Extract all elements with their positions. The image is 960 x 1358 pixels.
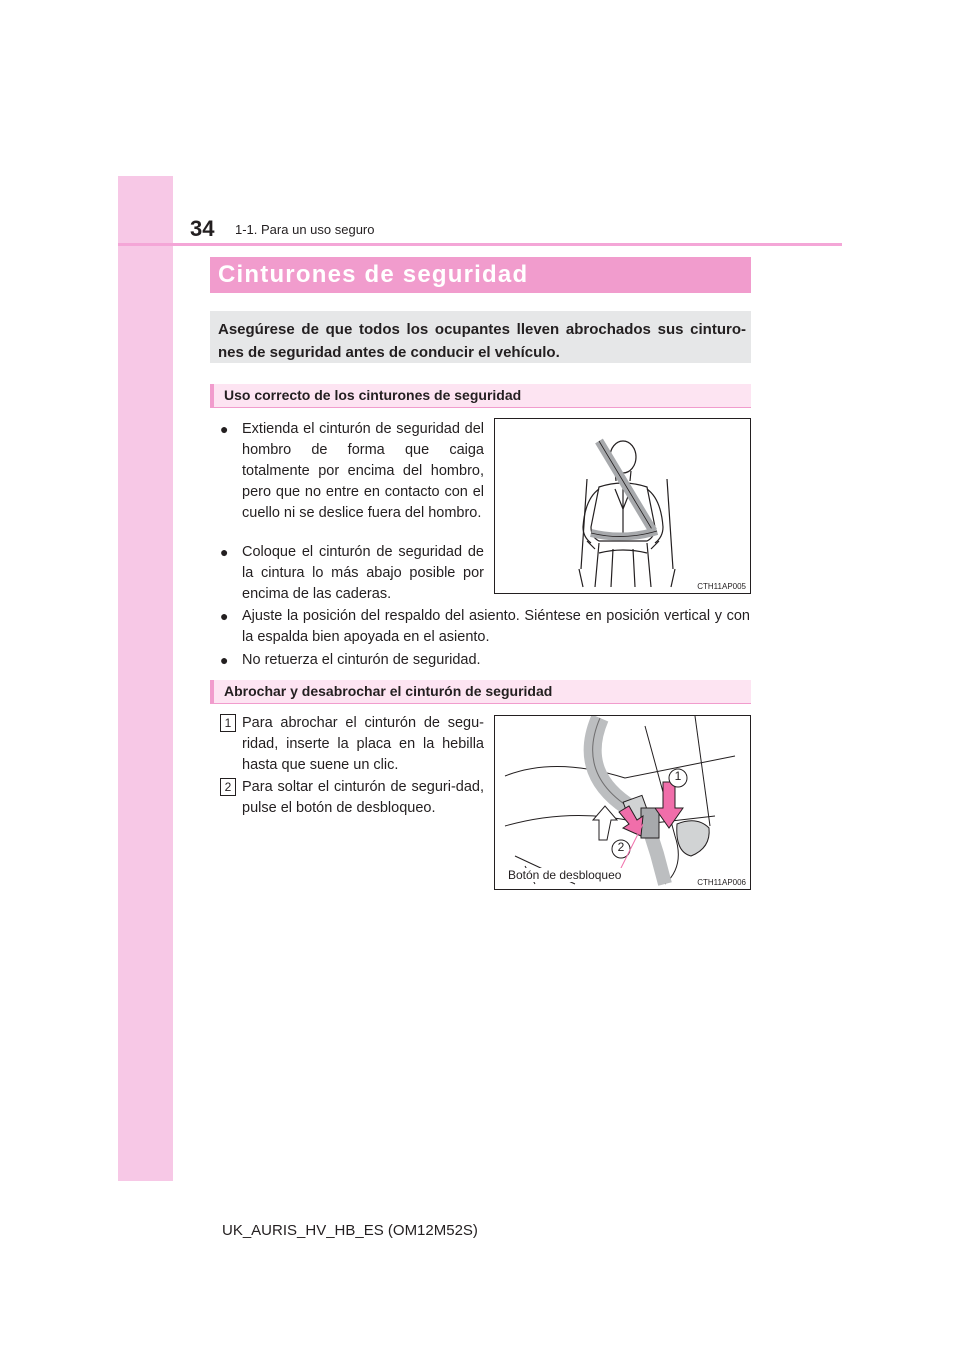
buckle-figure (494, 715, 751, 890)
figure-code: CTH11AP005 (697, 582, 746, 591)
header-rule (118, 243, 842, 246)
section-title-bar (210, 257, 751, 293)
bullet-text: Ajuste la posición del respaldo del asiento. Siéntese en posición vertical y con la espalda bien apoyada en el asiento. (242, 608, 750, 645)
subheading-correct-use (210, 384, 751, 408)
subheading-text: Abrochar y desabrochar el cinturón de seguridad (224, 683, 553, 699)
bullet-text: Extienda el cinturón de seguridad del hombro de forma que caiga totalmente por encima del hombro, pero que no entre en contacto con el cuello ni se deslice fuera del hombro. (242, 421, 484, 521)
step-text: Para soltar el cinturón de seguri-dad, pulse el botón de desbloqueo. (242, 779, 484, 816)
section-title: Cinturones de seguridad (218, 261, 529, 288)
page-number: 34 (190, 216, 215, 241)
bullet-dot-icon: ● (220, 608, 229, 624)
chapter-title: 1-1. Para un uso seguro (235, 222, 375, 237)
step-number: 1 (220, 714, 236, 732)
seated-person-figure (494, 418, 751, 594)
release-button-label: Botón de desbloqueo (508, 868, 622, 882)
bullet-dot-icon: ● (220, 421, 229, 437)
callout-2: 2 (617, 840, 625, 854)
footer-doc-id: UK_AURIS_HV_HB_ES (OM12M52S) (222, 1222, 478, 1239)
bullet-dot-icon: ● (220, 544, 229, 560)
subheading-fasten (210, 680, 751, 704)
step-text: Para abrochar el cinturón de segu-ridad, inserte la placa en la hebilla hasta que suene un clic. (242, 715, 484, 773)
callout-1: 1 (674, 769, 682, 783)
bullet-text: Coloque el cinturón de seguridad de la cintura lo más abajo posible por encima de las caderas. (242, 544, 484, 602)
step-number: 2 (220, 778, 236, 796)
bullet-dot-icon: ● (220, 652, 229, 668)
subheading-text: Uso correcto de los cinturones de seguridad (224, 387, 522, 403)
intro-text: Asegúrese de que todos los ocupantes lleven abrochados sus cinturo-nes de seguridad antes de conducir el vehículo. (218, 321, 746, 361)
figure-code: CTH11AP006 (697, 878, 746, 887)
side-tab-bar (118, 176, 173, 1181)
intro-box (210, 311, 751, 363)
seated-person-illustration-icon (495, 419, 750, 593)
bullet-text: No retuerza el cinturón de seguridad. (242, 652, 481, 668)
seatbelt-buckle-illustration-icon (495, 716, 750, 889)
